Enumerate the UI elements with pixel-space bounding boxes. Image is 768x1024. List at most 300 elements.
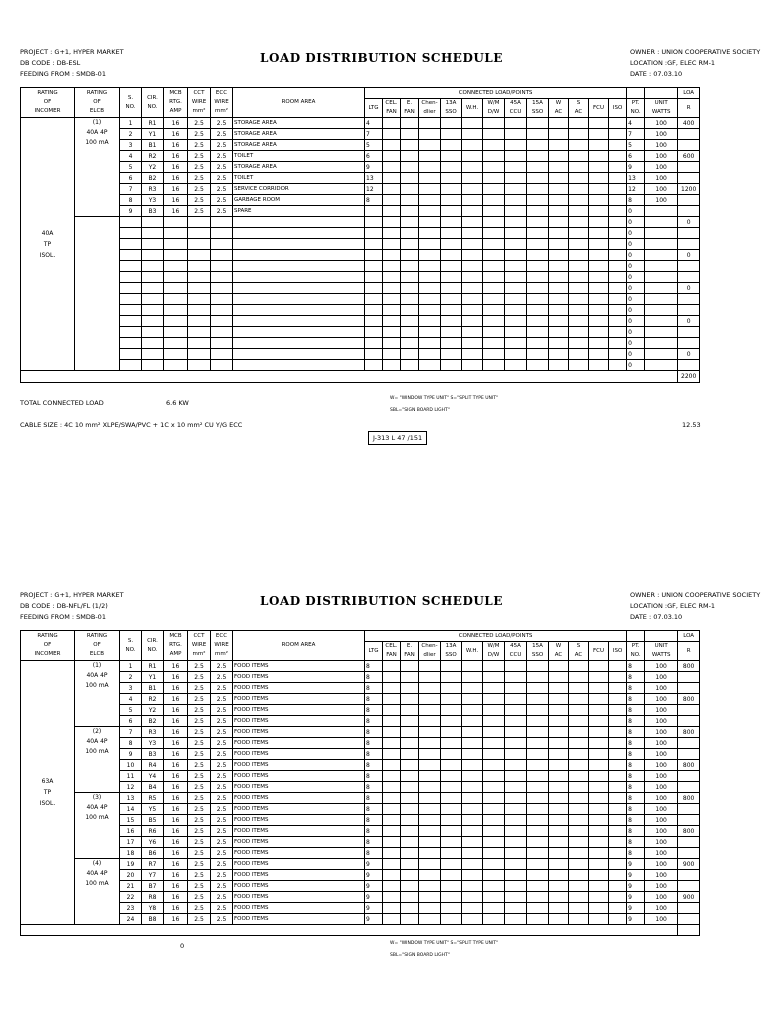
load-point-cell: [505, 903, 527, 914]
circuit-number-header: CIR. NO.: [142, 88, 164, 118]
room-area-cell: FOOD ITEMS: [233, 694, 365, 705]
mcb-rating-cell: [164, 272, 188, 283]
load-point-cell: [569, 184, 589, 195]
load-point-cell: [569, 250, 589, 261]
circuit-number-cell: [142, 283, 164, 294]
point-number-cell: 9: [627, 881, 645, 892]
load-point-cell: [505, 195, 527, 206]
load-point-cell: [569, 261, 589, 272]
serial-number-header: S. NO.: [120, 631, 142, 661]
mcb-rating-cell: 16: [164, 749, 188, 760]
ltg-cell: 8: [365, 760, 383, 771]
ecc-wire-cell: [211, 316, 233, 327]
load-point-cell: [462, 338, 483, 349]
load-point-cell: [609, 338, 627, 349]
load-point-cell: [589, 217, 609, 228]
load-point-cell: [401, 283, 419, 294]
circuit-number-cell: Y2: [142, 162, 164, 173]
circuit-number-cell: Y8: [142, 903, 164, 914]
load-point-cell: [383, 151, 401, 162]
load-point-cell: [569, 327, 589, 338]
unit-watts-cell: 100: [645, 914, 678, 925]
load-point-cell: [383, 694, 401, 705]
load-point-cell: [549, 272, 569, 283]
load-point-cell: [383, 360, 401, 371]
ltg-cell: [365, 294, 383, 305]
load-point-cell: [419, 771, 441, 782]
ecc-wire-cell: 2.5: [211, 749, 233, 760]
load-point-cell: [569, 760, 589, 771]
serial-number-cell: 16: [120, 826, 142, 837]
mcb-rating-cell: 16: [164, 815, 188, 826]
load-point-cell: [569, 272, 589, 283]
load-point-cell: [383, 349, 401, 360]
load-point-cell: [609, 892, 627, 903]
cct-wire-cell: 2.5: [188, 672, 211, 683]
load-point-cell: [569, 815, 589, 826]
total-connected-load-label: TOTAL CONNECTED LOAD: [20, 399, 104, 407]
phase-r-cell: [678, 683, 700, 694]
ecc-wire-cell: 2.5: [211, 892, 233, 903]
load-point-cell: [419, 162, 441, 173]
load-point-cell: [549, 826, 569, 837]
load-point-cell: [549, 683, 569, 694]
load-point-cell: [383, 294, 401, 305]
ecc-wire-cell: [211, 349, 233, 360]
load-point-cell: [505, 327, 527, 338]
point-number-cell: 0: [627, 327, 645, 338]
table-row: [21, 837, 700, 848]
ecc-wire-cell: 2.5: [211, 672, 233, 683]
cct-wire-cell: [188, 338, 211, 349]
load-point-cell: [441, 881, 462, 892]
unit-type-note: W= "WINDOW TYPE UNIT" S="SPLIT TYPE UNIT": [390, 941, 499, 946]
mcb-rating-cell: 16: [164, 118, 188, 129]
table-row: [21, 771, 700, 782]
load-point-cell: [527, 716, 549, 727]
load-point-cell: [483, 327, 505, 338]
mcb-rating-cell: 16: [164, 694, 188, 705]
load-point-cell: [462, 903, 483, 914]
load-point-cell: [549, 206, 569, 217]
load-point-cell: [589, 760, 609, 771]
room-area-cell: FOOD ITEMS: [233, 859, 365, 870]
load-point-cell: [505, 804, 527, 815]
load-point-cell: [527, 661, 549, 672]
table-row: [21, 195, 700, 206]
elcb-rating-line: 40A 4P: [86, 738, 108, 745]
load-point-cell: [549, 859, 569, 870]
load-point-cell: [527, 316, 549, 327]
load-point-cell: [549, 727, 569, 738]
load-point-cell: [383, 727, 401, 738]
load-point-cell: [401, 217, 419, 228]
cct-wire-cell: 2.5: [188, 162, 211, 173]
load-point-cell: [549, 195, 569, 206]
ecc-wire-cell: [211, 272, 233, 283]
unit-watts-cell: 100: [645, 151, 678, 162]
load-point-cell: [383, 195, 401, 206]
ceiling-fan-header: CEL. FAN: [383, 642, 401, 661]
load-point-cell: [401, 151, 419, 162]
load-point-cell: [527, 162, 549, 173]
load-point-cell: [462, 283, 483, 294]
load-point-cell: [419, 327, 441, 338]
cct-wire-cell: 2.5: [188, 118, 211, 129]
point-number-cell: 0: [627, 206, 645, 217]
load-point-cell: [401, 903, 419, 914]
load-point-cell: [383, 859, 401, 870]
ltg-cell: 8: [365, 826, 383, 837]
mcb-rating-cell: 16: [164, 705, 188, 716]
mcb-rating-cell: [164, 239, 188, 250]
serial-number-cell: 5: [120, 162, 142, 173]
load-point-cell: [549, 705, 569, 716]
load-point-cell: [609, 195, 627, 206]
load-point-cell: [505, 206, 527, 217]
load-point-cell: [401, 859, 419, 870]
load-point-cell: [505, 914, 527, 925]
ecc-wire-cell: 2.5: [211, 914, 233, 925]
load-point-cell: [589, 705, 609, 716]
circuit-number-cell: B8: [142, 914, 164, 925]
load-point-cell: [569, 228, 589, 239]
split-ac-header: S AC: [569, 642, 589, 661]
ecc-wire-cell: 2.5: [211, 760, 233, 771]
unit-watts-cell: 100: [645, 716, 678, 727]
load-point-cell: [462, 184, 483, 195]
unit-watts-cell: [645, 294, 678, 305]
load-point-cell: [462, 727, 483, 738]
load-point-cell: [462, 683, 483, 694]
ltg-cell: 8: [365, 705, 383, 716]
incomer-rating-line: 40A: [41, 229, 54, 237]
phase-r-cell: [678, 338, 700, 349]
project-label: PROJECT : G+1, HYPER MARKET: [20, 48, 124, 56]
load-point-cell: [401, 173, 419, 184]
load-point-cell: [462, 305, 483, 316]
load-point-cell: [569, 826, 589, 837]
load-point-cell: [483, 804, 505, 815]
ltg-cell: [365, 228, 383, 239]
ltg-cell: [365, 305, 383, 316]
serial-number-cell: [120, 250, 142, 261]
load-point-cell: [569, 360, 589, 371]
ecc-wire-cell: 2.5: [211, 173, 233, 184]
incomer-rating-header: RATING OF INCOMER: [21, 88, 75, 118]
load-point-cell: [419, 140, 441, 151]
load-point-cell: [401, 870, 419, 881]
serial-number-cell: 1: [120, 118, 142, 129]
location-label: LOCATION :GF, ELEC RM-1: [630, 59, 716, 67]
page-title: LOAD DISTRIBUTION SCHEDULE: [260, 594, 503, 608]
load-point-cell: [505, 184, 527, 195]
load-point-cell: [383, 760, 401, 771]
load-point-cell: [527, 760, 549, 771]
unit-watts-cell: 100: [645, 118, 678, 129]
elcb-rating-line: (2): [92, 728, 102, 735]
load-point-cell: [383, 716, 401, 727]
incomer-rating-line: TP: [43, 240, 52, 248]
point-number-cell: 0: [627, 360, 645, 371]
phase-r-cell: 800: [678, 793, 700, 804]
load-point-cell: [589, 727, 609, 738]
load-point-cell: [462, 694, 483, 705]
load-point-cell: [569, 349, 589, 360]
serial-number-cell: [120, 349, 142, 360]
serial-number-cell: 20: [120, 870, 142, 881]
circuit-number-cell: R5: [142, 793, 164, 804]
schedule-sheet-1: [20, 47, 768, 443]
load-point-cell: [462, 151, 483, 162]
load-point-cell: [419, 804, 441, 815]
cct-wire-cell: 2.5: [188, 914, 211, 925]
ccu-45a-header: 45A CCU: [505, 642, 527, 661]
load-point-cell: [589, 162, 609, 173]
load-point-cell: [383, 173, 401, 184]
load-point-cell: [505, 892, 527, 903]
load-point-cell: [589, 206, 609, 217]
mcb-rating-cell: 16: [164, 782, 188, 793]
cct-wire-cell: [188, 360, 211, 371]
load-point-cell: [589, 848, 609, 859]
unit-watts-cell: 100: [645, 162, 678, 173]
mcb-rating-cell: 16: [164, 837, 188, 848]
db-code-label: DB CODE : DB-NFL/FL (1/2): [20, 602, 108, 610]
unit-watts-cell: 100: [645, 760, 678, 771]
serial-number-cell: 5: [120, 705, 142, 716]
load-point-cell: [569, 283, 589, 294]
load-point-cell: [441, 239, 462, 250]
load-point-cell: [609, 250, 627, 261]
room-area-cell: FOOD ITEMS: [233, 760, 365, 771]
cct-wire-header: CCT WIRE mm²: [188, 88, 211, 118]
load-point-cell: [589, 349, 609, 360]
table-row: [21, 804, 700, 815]
load-point-cell: [589, 294, 609, 305]
ecc-wire-cell: [211, 338, 233, 349]
unit-watts-cell: 100: [645, 782, 678, 793]
load-point-cell: [419, 272, 441, 283]
load-point-cell: [401, 771, 419, 782]
load-point-cell: [441, 338, 462, 349]
circuit-number-cell: B2: [142, 716, 164, 727]
load-point-cell: [401, 305, 419, 316]
ecc-wire-cell: [211, 283, 233, 294]
circuit-number-cell: Y5: [142, 804, 164, 815]
ecc-wire-cell: [211, 250, 233, 261]
serial-number-cell: 12: [120, 782, 142, 793]
load-point-cell: [549, 140, 569, 151]
load-point-cell: [419, 672, 441, 683]
load-point-cell: [569, 118, 589, 129]
load-point-cell: [419, 782, 441, 793]
load-point-cell: [383, 870, 401, 881]
table-row: [21, 239, 700, 250]
load-point-cell: [483, 360, 505, 371]
circuit-number-cell: R6: [142, 826, 164, 837]
point-number-cell: 9: [627, 903, 645, 914]
load-point-cell: [609, 914, 627, 925]
page-reference: J-313 L 47 /151: [368, 431, 427, 445]
load-point-cell: [527, 327, 549, 338]
serial-number-cell: 4: [120, 694, 142, 705]
unit-watts-header: UNIT WATTS: [645, 642, 678, 661]
load-point-cell: [549, 738, 569, 749]
phase-r-cell: [678, 881, 700, 892]
load-point-cell: [383, 239, 401, 250]
load-point-cell: [527, 283, 549, 294]
load-point-cell: [419, 716, 441, 727]
ecc-wire-cell: 2.5: [211, 195, 233, 206]
elcb-rating-line: (1): [92, 119, 102, 126]
load-point-cell: [549, 129, 569, 140]
circuit-number-cell: B1: [142, 140, 164, 151]
load-point-cell: [419, 173, 441, 184]
load-point-cell: [383, 129, 401, 140]
phase-r-cell: 800: [678, 826, 700, 837]
room-area-cell: [233, 327, 365, 338]
load-point-cell: [589, 782, 609, 793]
serial-number-cell: [120, 316, 142, 327]
load-point-cell: [383, 338, 401, 349]
serial-number-cell: 7: [120, 727, 142, 738]
load-point-cell: [483, 749, 505, 760]
unit-watts-cell: 100: [645, 683, 678, 694]
load-point-cell: [549, 881, 569, 892]
load-point-cell: [609, 738, 627, 749]
circuit-number-cell: B3: [142, 206, 164, 217]
load-point-cell: [589, 815, 609, 826]
load-point-cell: [609, 826, 627, 837]
cct-wire-cell: 2.5: [188, 140, 211, 151]
load-point-cell: [462, 716, 483, 727]
ltg-cell: 8: [365, 683, 383, 694]
load-point-cell: [505, 173, 527, 184]
serial-number-cell: 2: [120, 129, 142, 140]
table-header-row: [21, 88, 700, 99]
serial-number-cell: [120, 327, 142, 338]
ecc-wire-cell: 2.5: [211, 683, 233, 694]
ltg-cell: 4: [365, 118, 383, 129]
load-point-cell: [383, 892, 401, 903]
cct-wire-cell: 2.5: [188, 881, 211, 892]
load-point-cell: [505, 782, 527, 793]
unit-watts-cell: [645, 272, 678, 283]
load-point-cell: [462, 848, 483, 859]
sheet-header: [20, 590, 768, 630]
load-point-cell: [609, 870, 627, 881]
room-area-cell: [233, 283, 365, 294]
load-point-cell: [462, 239, 483, 250]
table-row: [21, 870, 700, 881]
load-point-cell: [419, 793, 441, 804]
load-point-cell: [419, 738, 441, 749]
load-point-cell: [589, 826, 609, 837]
load-point-cell: [401, 327, 419, 338]
room-area-cell: FOOD ITEMS: [233, 749, 365, 760]
load-point-cell: [527, 892, 549, 903]
load-point-cell: [483, 815, 505, 826]
grand-total-cell: 2200: [678, 371, 700, 383]
unit-watts-cell: 100: [645, 837, 678, 848]
load-point-cell: [462, 793, 483, 804]
fcu-header: FCU: [589, 99, 609, 118]
point-number-cell: 8: [627, 672, 645, 683]
load-point-cell: [527, 914, 549, 925]
load-point-cell: [383, 206, 401, 217]
table-row: [21, 283, 700, 294]
load-point-cell: [609, 727, 627, 738]
load-point-cell: [483, 118, 505, 129]
load-point-cell: [401, 804, 419, 815]
load-point-cell: [549, 294, 569, 305]
cct-wire-cell: [188, 228, 211, 239]
load-point-cell: [609, 228, 627, 239]
point-number-cell: 0: [627, 294, 645, 305]
circuit-number-cell: B4: [142, 782, 164, 793]
load-point-cell: [401, 705, 419, 716]
load-point-cell: [609, 683, 627, 694]
load-point-cell: [483, 316, 505, 327]
unit-watts-cell: 100: [645, 661, 678, 672]
load-point-cell: [569, 782, 589, 793]
ltg-cell: [365, 338, 383, 349]
load-point-cell: [441, 859, 462, 870]
load-point-cell: [483, 859, 505, 870]
cct-wire-cell: 2.5: [188, 184, 211, 195]
load-point-cell: [589, 892, 609, 903]
load-point-cell: [569, 903, 589, 914]
phase-r-header: R: [678, 99, 700, 118]
load-point-cell: [549, 217, 569, 228]
load-point-cell: [383, 140, 401, 151]
load-point-cell: [383, 793, 401, 804]
load-point-cell: [401, 239, 419, 250]
load-point-cell: [483, 151, 505, 162]
load-point-cell: [401, 760, 419, 771]
load-point-cell: [419, 683, 441, 694]
ecc-wire-cell: 2.5: [211, 826, 233, 837]
unit-watts-cell: 100: [645, 129, 678, 140]
load-point-cell: [401, 316, 419, 327]
load-point-cell: [483, 272, 505, 283]
load-point-cell: [505, 140, 527, 151]
window-ac-header: W AC: [549, 99, 569, 118]
circuit-number-cell: R7: [142, 859, 164, 870]
load-point-cell: [383, 162, 401, 173]
ltg-cell: [365, 283, 383, 294]
exhaust-fan-header: E. FAN: [401, 642, 419, 661]
load-point-cell: [609, 771, 627, 782]
load-point-cell: [505, 239, 527, 250]
load-point-cell: [609, 140, 627, 151]
serial-number-cell: 9: [120, 749, 142, 760]
table-row: [21, 881, 700, 892]
load-point-cell: [527, 903, 549, 914]
phase-r-cell: [678, 140, 700, 151]
serial-number-cell: [120, 294, 142, 305]
unit-watts-cell: [645, 327, 678, 338]
circuit-number-cell: [142, 217, 164, 228]
load-point-cell: [483, 683, 505, 694]
mcb-rating-cell: 16: [164, 173, 188, 184]
load-point-cell: [505, 793, 527, 804]
table-row: [21, 705, 700, 716]
phase-r-cell: [678, 672, 700, 683]
load-point-cell: [609, 881, 627, 892]
load-point-cell: [569, 859, 589, 870]
